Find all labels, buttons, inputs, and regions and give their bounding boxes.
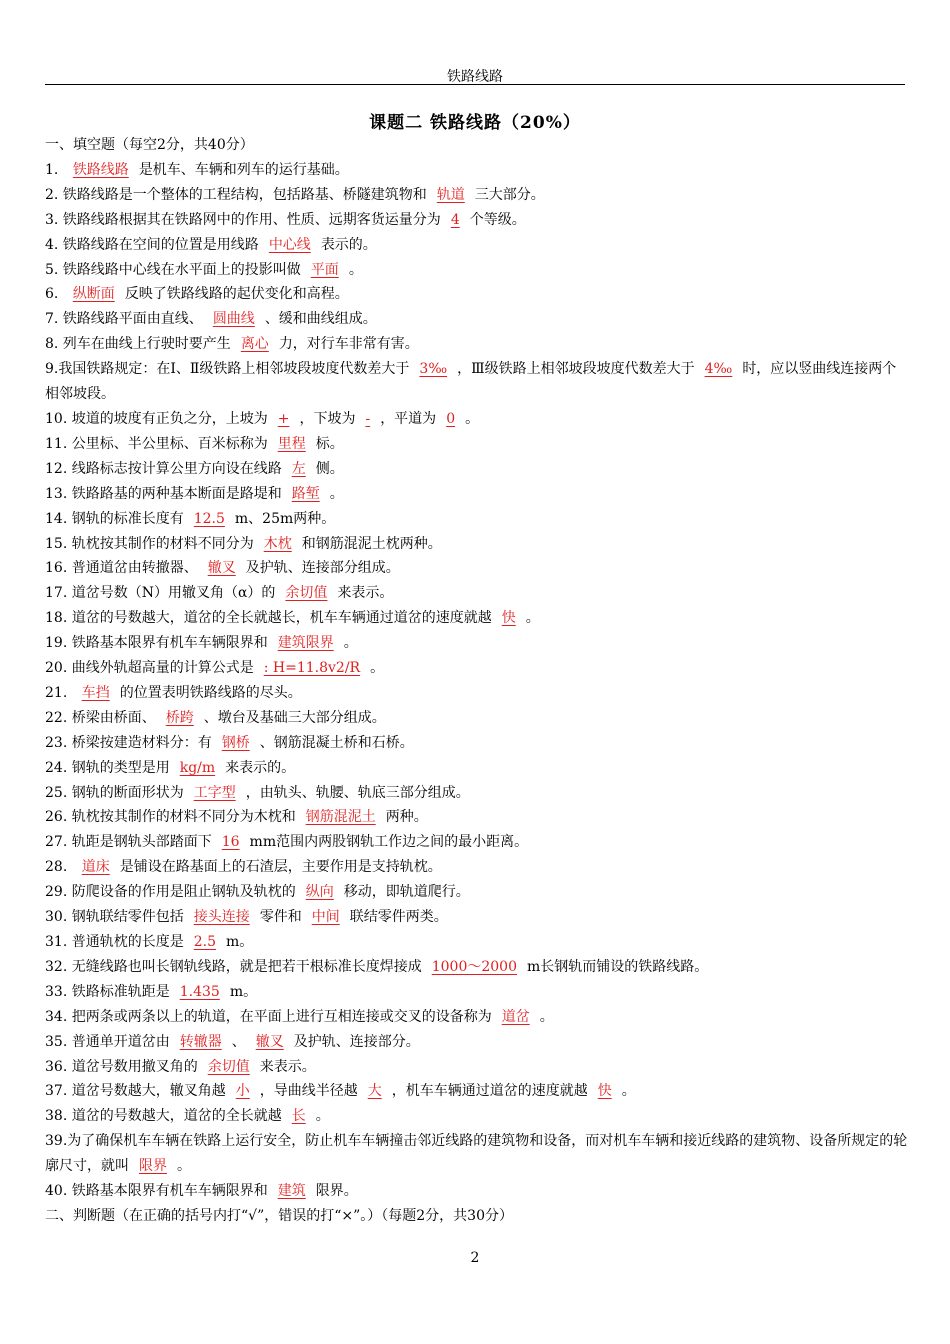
answer-blank: 辙叉 (255, 1033, 284, 1050)
question-text: 来表示。 (337, 585, 394, 602)
answer-blank: 路堑 (291, 485, 320, 502)
question-text: 10. 坡道的坡度有正负之分，上坡为 (45, 410, 268, 427)
question-text: 24. 钢轨的类型是用 (45, 759, 170, 776)
question-item (45, 756, 910, 781)
question-item (45, 631, 910, 656)
question-item (45, 830, 910, 855)
question-item (45, 1129, 910, 1179)
question-text: 30. 钢轨联结零件包括 (45, 909, 184, 926)
answer-blank: kg/m (179, 759, 216, 776)
question-text: 5. 铁路线路中心线在水平面上的投影叫做 (45, 261, 301, 278)
question-text: 、 (231, 1033, 246, 1050)
question-text: 。 (315, 1108, 330, 1125)
question-text: 时，应以竖曲线连接两个相邻坡段。 (45, 361, 897, 403)
question-item (45, 1104, 910, 1129)
answer-blank: 圆曲线 (212, 311, 255, 328)
question-text: 表示的。 (320, 236, 377, 253)
answer-blank: 快 (597, 1083, 612, 1100)
answer-blank: 道岔 (501, 1008, 530, 1025)
page-title: 课题二 铁路线路（20%） (369, 113, 581, 133)
question-text: 35. 普通单开道岔由 (45, 1033, 170, 1050)
question-text: 19. 铁路基本限界有机车车辆限界和 (45, 635, 268, 652)
question-text: ，机车车辆通过道岔的速度就越 (391, 1083, 588, 1100)
question-text: 移动，即轨道爬行。 (343, 884, 470, 901)
question-text: 、墩台及基础三大部分组成。 (203, 709, 386, 726)
question-item (45, 507, 910, 532)
question-item (45, 930, 910, 955)
question-text: 28. (45, 859, 72, 876)
answer-blank: 3‰ (419, 361, 448, 378)
question-text: 20. 曲线外轨超高量的计算公式是 (45, 660, 254, 677)
question-item (45, 980, 910, 1005)
answer-blank: 桥跨 (165, 709, 194, 726)
question-item (45, 855, 910, 880)
answer-blank: 钢桥 (221, 734, 250, 751)
question-text: 的位置表明铁路线路的尽头。 (119, 684, 302, 701)
question-item (45, 282, 910, 307)
question-text: 来表示。 (259, 1058, 316, 1075)
answer-blank: 辙叉 (207, 560, 236, 577)
answer-blank: 建筑 (277, 1183, 306, 1200)
answer-blank: 中心线 (268, 236, 311, 253)
answer-blank: 纵向 (305, 884, 334, 901)
question-text: 、钢筋混凝土桥和石桥。 (259, 734, 414, 751)
answer-blank: 大 (367, 1083, 382, 1100)
running-header: 铁路线路 (447, 69, 503, 85)
question-text: 31. 普通轨枕的长度是 (45, 934, 184, 950)
answer-blank: 快 (501, 610, 516, 627)
question-text: ，Ⅲ级铁路上相邻坡段坡度代数差大于 (457, 361, 695, 378)
answer-blank: 转辙器 (179, 1033, 222, 1050)
question-text: 限界。 (315, 1183, 358, 1200)
question-item (45, 332, 910, 357)
question-text: 联结零件两类。 (349, 909, 448, 926)
question-text: 标。 (315, 435, 344, 452)
answer-blank: 接头连接 (193, 909, 250, 926)
answer-blank: 余切值 (207, 1058, 250, 1075)
question-text: 是铺设在路基面上的石渣层，主要作用是支持轨枕。 (119, 859, 442, 876)
answer-blank: 左 (291, 460, 306, 477)
question-text: 8. 列车在曲线上行驶时要产生 (45, 336, 231, 353)
answer-blank: 道床 (81, 859, 110, 876)
question-text: 来表示的。 (225, 759, 296, 776)
question-item (45, 905, 910, 930)
question-item (45, 731, 910, 756)
answer-blank: 限界 (139, 1158, 167, 1175)
question-item (45, 706, 910, 731)
question-text: mm范围内两股钢轨工作边之间的最小距离。 (249, 834, 529, 851)
question-text: ，导曲线半径越 (259, 1083, 358, 1100)
question-text: 反映了铁路线路的起伏变化和高程。 (124, 286, 349, 303)
question-text: 13. 铁路路基的两种基本断面是路堤和 (45, 485, 282, 502)
question-item (45, 432, 910, 457)
answer-blank: 4‰ (704, 361, 733, 378)
question-text: 。 (525, 610, 540, 627)
question-text: 。 (329, 485, 344, 502)
answer-blank: 1000～2000 (431, 958, 517, 975)
question-item (45, 183, 910, 208)
question-text: 39.为了确保机车车辆在铁路上运行安全，防止机车车辆撞击邻近线路的建筑物和设备，而对机车车辆和接近线路的建筑物、设备所规定的轮廓尺寸，就叫 (45, 1133, 908, 1175)
question-text: 是机车、车辆和列车的运行基础。 (138, 161, 349, 178)
answer-blank: 0 (446, 410, 456, 427)
question-item (45, 681, 910, 706)
question-item (45, 258, 910, 283)
question-text: 三大部分。 (474, 186, 545, 203)
question-item (45, 1079, 910, 1104)
question-text: 2. 铁路线路是一个整体的工程结构，包括路基、桥隧建筑物和 (45, 186, 427, 203)
question-text: 3. 铁路线路根据其在铁路网中的作用、性质、远期客货运量分为 (45, 211, 441, 228)
question-text: 。 (465, 410, 480, 427)
question-text: 1. (45, 161, 63, 178)
question-content (45, 133, 910, 1229)
question-item (45, 482, 910, 507)
answer-blank: 里程 (277, 435, 306, 452)
question-text: 6. (45, 286, 63, 303)
question-text: ，下坡为 (299, 410, 356, 427)
section-heading-fill-blank: 一、填空题（每空2分，共40分） (45, 137, 254, 153)
answer-blank: 轨道 (436, 186, 465, 203)
question-text: 27. 轨距是钢轨头部踏面下 (45, 834, 212, 851)
question-text: 和钢筋混泥土枕两种。 (301, 535, 442, 552)
question-item (45, 357, 910, 407)
question-text: 、缓和曲线组成。 (264, 311, 377, 328)
question-item (45, 880, 910, 905)
question-item (45, 1055, 910, 1080)
question-text: 。 (177, 1158, 191, 1175)
question-text: 侧。 (315, 460, 344, 477)
question-text: 36. 道岔号数用撤叉角的 (45, 1058, 198, 1075)
question-text: 17. 道岔号数（N）用辙叉角（α）的 (45, 585, 276, 602)
question-text: ，平道为 (380, 410, 437, 427)
question-list (45, 158, 910, 1204)
question-item (45, 1030, 910, 1055)
question-text: 29. 防爬设备的作用是阻止钢轨及轨枕的 (45, 884, 296, 901)
question-text: 11. 公里标、半公里标、百米标称为 (45, 435, 268, 452)
question-text: 40. 铁路基本限界有机车车辆限界和 (45, 1183, 268, 1200)
question-text: 25. 钢轨的断面形状为 (45, 784, 184, 801)
question-text: m。 (225, 934, 254, 950)
question-text: m。 (229, 983, 258, 1000)
answer-blank: 2.5 (193, 934, 216, 950)
question-item (45, 556, 910, 581)
question-item (45, 606, 910, 631)
question-item (45, 1179, 910, 1204)
question-text: 38. 道岔的号数越大，道岔的全长就越 (45, 1108, 282, 1125)
answer-blank: 1.435 (179, 983, 220, 1000)
answer-blank: 离心 (240, 336, 269, 353)
question-text: 37. 道岔号数越大，辙叉角越 (45, 1083, 226, 1100)
answer-blank: 余切值 (285, 585, 328, 602)
question-text: 。 (343, 635, 358, 652)
question-item (45, 307, 910, 332)
question-text: 。 (370, 660, 385, 677)
answer-blank: 4 (450, 211, 460, 228)
question-item (45, 457, 910, 482)
question-text: 22. 桥梁由桥面、 (45, 709, 156, 726)
answer-blank: 纵断面 (72, 286, 115, 303)
question-text: 18. 道岔的号数越大，道岔的全长就越长，机车车辆通过道岔的速度就越 (45, 610, 492, 627)
answer-blank: 长 (291, 1108, 306, 1125)
question-text: 34. 把两条或两条以上的轨道，在平面上进行互相连接或交叉的设备称为 (45, 1008, 492, 1025)
answer-blank: + (277, 410, 290, 427)
question-item (45, 781, 910, 806)
question-text: 力，对行车非常有害。 (278, 336, 419, 353)
answer-blank: - (365, 410, 371, 427)
question-text: 。 (348, 261, 363, 278)
page-number: 2 (470, 1250, 480, 1266)
question-item (45, 532, 910, 557)
question-item (45, 955, 910, 980)
answer-blank: 车挡 (81, 684, 110, 701)
question-text: 4. 铁路线路在空间的位置是用线路 (45, 236, 259, 253)
question-text: 。 (539, 1008, 554, 1025)
question-item (45, 805, 910, 830)
question-text: 。 (621, 1083, 636, 1100)
header-rule (45, 84, 905, 85)
question-text: 16. 普通道岔由转撤器、 (45, 560, 198, 577)
answer-blank: 工字型 (193, 784, 236, 801)
question-text: m、25m两种。 (234, 510, 336, 527)
question-text: 32. 无缝线路也叫长钢轨线路，就是把若干根标准长度焊接成 (45, 958, 422, 975)
question-text: 7. 铁路线路平面由直线、 (45, 311, 203, 328)
section-heading-true-false: 二、判断题（在正确的括号内打“√”，错误的打“×”。）（每题2分，共30分） (45, 1207, 514, 1224)
question-item (45, 407, 910, 432)
answer-blank: 12.5 (193, 510, 225, 527)
question-text: 及护轨、连接部分。 (293, 1033, 420, 1050)
answer-blank: 16 (221, 834, 240, 851)
question-text: 15. 轨枕按其制作的材料不同分为 (45, 535, 254, 552)
question-item (45, 1005, 910, 1030)
question-text: 9.我国铁路规定：在Ⅰ、Ⅱ级铁路上相邻坡段坡度代数差大于 (45, 361, 410, 378)
question-text: 23. 桥梁按建造材料分：有 (45, 734, 212, 751)
question-item (45, 208, 910, 233)
question-text: 两种。 (385, 809, 428, 826)
answer-blank: 建筑限界 (277, 635, 334, 652)
answer-blank: : H=11.8v2/R (263, 660, 361, 677)
question-text: 零件和 (259, 909, 302, 926)
question-text: 12. 线路标志按计算公里方向设在线路 (45, 460, 282, 477)
question-text: 及护轨、连接部分组成。 (245, 560, 400, 577)
question-text: ，由轨头、轨腰、轨底三部分组成。 (245, 784, 470, 801)
answer-blank: 小 (235, 1083, 250, 1100)
question-item (45, 233, 910, 258)
question-text: 26. 轨枕按其制作的材料不同分为木枕和 (45, 809, 296, 826)
question-item (45, 656, 910, 681)
answer-blank: 钢筋混泥土 (305, 809, 376, 826)
question-item (45, 581, 910, 606)
question-text: m长钢轨而铺设的铁路线路。 (526, 958, 709, 975)
answer-blank: 木枕 (263, 535, 292, 552)
question-text: 个等级。 (469, 211, 526, 228)
question-text: 14. 钢轨的标准长度有 (45, 510, 184, 527)
question-item (45, 158, 910, 183)
answer-blank: 平面 (310, 261, 339, 278)
answer-blank: 铁路线路 (72, 161, 129, 178)
answer-blank: 中间 (311, 909, 340, 926)
question-text: 21. (45, 684, 72, 701)
question-text: 33. 铁路标准轨距是 (45, 983, 170, 1000)
